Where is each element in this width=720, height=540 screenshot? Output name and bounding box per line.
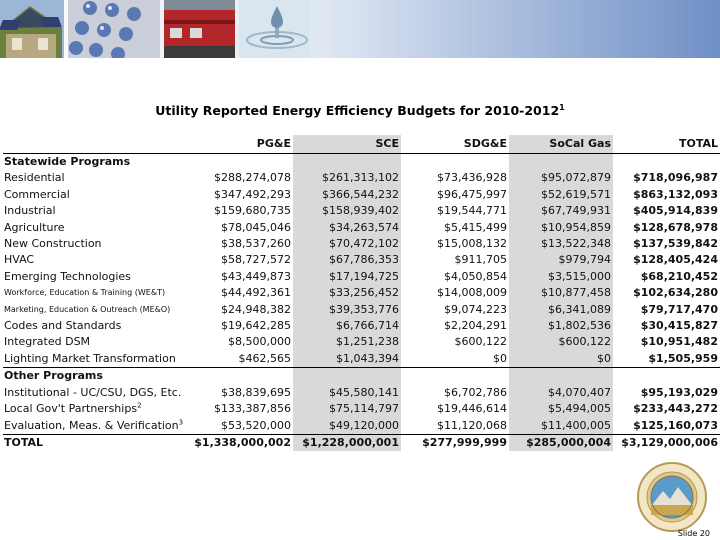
value-cell: $95,193,029 <box>640 385 718 399</box>
value-cell: $39,353,776 <box>293 302 401 318</box>
value-cell: $19,544,771 <box>437 204 507 218</box>
value-cell: $30,415,827 <box>640 319 718 333</box>
value-cell: $1,251,238 <box>293 334 401 350</box>
value-cell: $24,948,382 <box>221 302 291 316</box>
value-cell: $128,405,424 <box>633 253 718 267</box>
row-label <box>3 302 189 318</box>
row-label <box>3 401 189 417</box>
value-cell: $19,642,285 <box>221 319 291 333</box>
row-label <box>3 252 189 268</box>
value-cell: $4,070,407 <box>509 385 613 401</box>
value-cell: $6,702,786 <box>444 385 507 399</box>
value-cell: $67,749,931 <box>509 203 613 219</box>
row-label <box>3 187 189 203</box>
row-label <box>3 269 189 285</box>
row-label <box>3 418 189 435</box>
table-row <box>3 252 720 268</box>
value-cell: $9,074,223 <box>444 302 507 316</box>
table-row <box>3 385 720 401</box>
row-label <box>3 318 189 334</box>
value-cell: $11,120,068 <box>437 418 507 432</box>
empty-cell <box>613 368 720 385</box>
value-cell: $911,705 <box>454 253 507 267</box>
table-row <box>3 285 720 301</box>
empty-cell <box>293 154 401 171</box>
header-label-cell <box>3 135 189 154</box>
empty-cell <box>189 368 293 385</box>
value-cell: $58,727,572 <box>221 253 291 267</box>
value-cell: $10,877,458 <box>509 285 613 301</box>
value-cell: $75,114,797 <box>293 401 401 417</box>
row-label-text: TOTAL <box>4 435 44 449</box>
table-row <box>3 351 720 368</box>
row-label-text: Agriculture <box>4 220 65 234</box>
water-drop-photo <box>239 0 310 58</box>
row-label <box>3 203 189 219</box>
row-label <box>3 351 189 368</box>
table-row <box>3 418 720 435</box>
value-cell: $1,338,000,002 <box>189 434 293 451</box>
row-label-text: Local Gov't Partnerships <box>4 402 138 416</box>
value-cell: $52,619,571 <box>509 187 613 203</box>
footnote-ref: 2 <box>137 401 142 410</box>
value-cell: $10,954,859 <box>509 220 613 236</box>
row-label <box>3 220 189 236</box>
col-header-total: TOTAL <box>613 135 720 154</box>
value-cell: $288,274,078 <box>214 171 291 185</box>
table-row <box>3 302 720 318</box>
table-row <box>3 318 720 334</box>
value-cell: $34,263,574 <box>293 220 401 236</box>
value-cell: $366,544,232 <box>293 187 401 203</box>
empty-cell <box>509 368 613 385</box>
value-cell: $38,839,695 <box>221 385 291 399</box>
table-row <box>3 401 720 417</box>
row-label <box>3 285 189 301</box>
value-cell: $863,132,093 <box>633 187 718 201</box>
value-cell: $11,400,005 <box>509 418 613 435</box>
value-cell: $600,122 <box>454 335 507 349</box>
value-cell: $10,951,482 <box>640 335 718 349</box>
value-cell: $3,129,000,006 <box>613 434 720 451</box>
calculator-keypad-photo <box>68 0 160 58</box>
value-cell: $979,794 <box>509 252 613 268</box>
empty-cell <box>613 154 720 171</box>
value-cell: $133,387,856 <box>214 402 291 416</box>
value-cell: $347,492,293 <box>214 187 291 201</box>
title-footnote-ref: 1 <box>559 103 565 112</box>
col-header-sdge: SDG&E <box>401 135 509 154</box>
value-cell: $68,210,452 <box>640 269 718 283</box>
row-label-text: Other Programs <box>4 369 103 383</box>
value-cell: $159,680,735 <box>214 204 291 218</box>
section-header-row <box>3 154 720 171</box>
value-cell: $43,449,873 <box>221 269 291 283</box>
value-cell: $462,565 <box>189 351 293 368</box>
section-header-row <box>3 368 720 385</box>
value-cell: $13,522,348 <box>509 236 613 252</box>
table-row <box>3 269 720 285</box>
budget-table <box>3 135 720 451</box>
table-row <box>3 203 720 219</box>
value-cell: $137,539,842 <box>633 237 718 251</box>
row-label <box>3 334 189 350</box>
row-label-text: Lighting Market Transformation <box>4 351 176 365</box>
value-cell: $1,043,394 <box>293 351 401 368</box>
value-cell: $2,204,291 <box>444 319 507 333</box>
slide-number: Slide 20 <box>677 529 710 538</box>
row-label <box>3 170 189 186</box>
empty-cell <box>293 368 401 385</box>
row-label-text: New Construction <box>4 237 102 251</box>
value-cell: $96,475,997 <box>437 187 507 201</box>
empty-cell <box>189 154 293 171</box>
value-cell: $15,008,132 <box>437 237 507 251</box>
value-cell: $17,194,725 <box>293 269 401 285</box>
value-cell: $19,446,614 <box>437 402 507 416</box>
table-row <box>3 334 720 350</box>
value-cell: $70,472,102 <box>293 236 401 252</box>
value-cell: $600,122 <box>509 334 613 350</box>
table-header-row <box>3 135 720 154</box>
value-cell: $53,520,000 <box>221 418 291 432</box>
value-cell: $78,045,046 <box>221 220 291 234</box>
value-cell: $125,160,073 <box>633 418 718 432</box>
california-seal-icon <box>636 461 708 533</box>
value-cell: $5,415,499 <box>444 220 507 234</box>
row-label-text: Residential <box>4 171 65 185</box>
row-label-text: Statewide Programs <box>4 155 131 168</box>
col-header-pge: PG&E <box>189 135 293 154</box>
value-cell: $79,717,470 <box>640 302 718 316</box>
row-label <box>3 368 189 385</box>
value-cell: $0 <box>509 351 613 368</box>
value-cell: $5,494,005 <box>509 401 613 417</box>
value-cell: $0 <box>401 351 509 368</box>
table-row <box>3 187 720 203</box>
footnote-ref: 3 <box>178 417 184 426</box>
table-row <box>3 220 720 236</box>
row-label-text: Industrial <box>4 204 56 218</box>
value-cell: $261,313,102 <box>293 170 401 186</box>
value-cell: $44,492,361 <box>221 286 291 300</box>
value-cell: $45,580,141 <box>293 385 401 401</box>
row-label-text: HVAC <box>4 253 35 267</box>
value-cell: $73,436,928 <box>437 171 507 185</box>
row-label <box>3 434 189 451</box>
table-row <box>3 170 720 186</box>
value-cell: $38,537,260 <box>221 237 291 251</box>
house-solar-photo <box>0 0 64 58</box>
value-cell: $49,120,000 <box>293 418 401 435</box>
value-cell: $6,341,089 <box>509 302 613 318</box>
table-title <box>0 103 720 118</box>
value-cell: $285,000,004 <box>509 434 613 451</box>
value-cell: $102,634,280 <box>633 286 718 300</box>
grand-total-row <box>3 434 720 451</box>
row-label <box>3 236 189 252</box>
row-label-text: Integrated DSM <box>4 335 91 349</box>
empty-cell <box>401 368 509 385</box>
value-cell: $718,096,987 <box>633 171 718 185</box>
value-cell: $67,786,353 <box>293 252 401 268</box>
table-row <box>3 236 720 252</box>
value-cell: $3,515,000 <box>509 269 613 285</box>
value-cell: $4,050,854 <box>444 269 507 283</box>
value-cell: $405,914,839 <box>633 204 718 218</box>
row-label-text: Institutional - UC/CSU, DGS, Etc. <box>4 385 182 399</box>
value-cell: $6,766,714 <box>293 318 401 334</box>
value-cell: $128,678,978 <box>633 220 718 234</box>
value-cell: $8,500,000 <box>228 335 291 349</box>
row-label-text: Marketing, Education & Outreach (ME&O) <box>4 304 171 314</box>
value-cell: $1,802,536 <box>509 318 613 334</box>
value-cell: $1,505,959 <box>613 351 720 368</box>
value-cell: $14,008,009 <box>437 286 507 300</box>
col-header-sce: SCE <box>293 135 401 154</box>
row-label-text: Codes and Standards <box>4 319 122 333</box>
empty-cell <box>509 154 613 171</box>
value-cell: $1,228,000,001 <box>293 434 401 451</box>
header-banner <box>0 0 720 58</box>
value-cell: $277,999,999 <box>401 434 509 451</box>
table-title-text: Utility Reported Energy Efficiency Budgets for 2010-2012 <box>155 103 560 119</box>
train-photo <box>164 0 235 58</box>
row-label-text: Evaluation, Meas. & Verification <box>4 418 179 432</box>
row-label <box>3 385 189 401</box>
value-cell: $158,939,402 <box>293 203 401 219</box>
value-cell: $33,256,452 <box>293 285 401 301</box>
row-label-text: Commercial <box>4 187 70 201</box>
row-label-text: Workforce, Education & Training (WE&T) <box>4 288 166 298</box>
col-header-socalgas: SoCal Gas <box>509 135 613 154</box>
value-cell: $95,072,879 <box>509 170 613 186</box>
empty-cell <box>401 154 509 171</box>
row-label <box>3 154 189 171</box>
row-label-text: Emerging Technologies <box>4 269 131 283</box>
value-cell: $233,443,272 <box>633 402 718 416</box>
